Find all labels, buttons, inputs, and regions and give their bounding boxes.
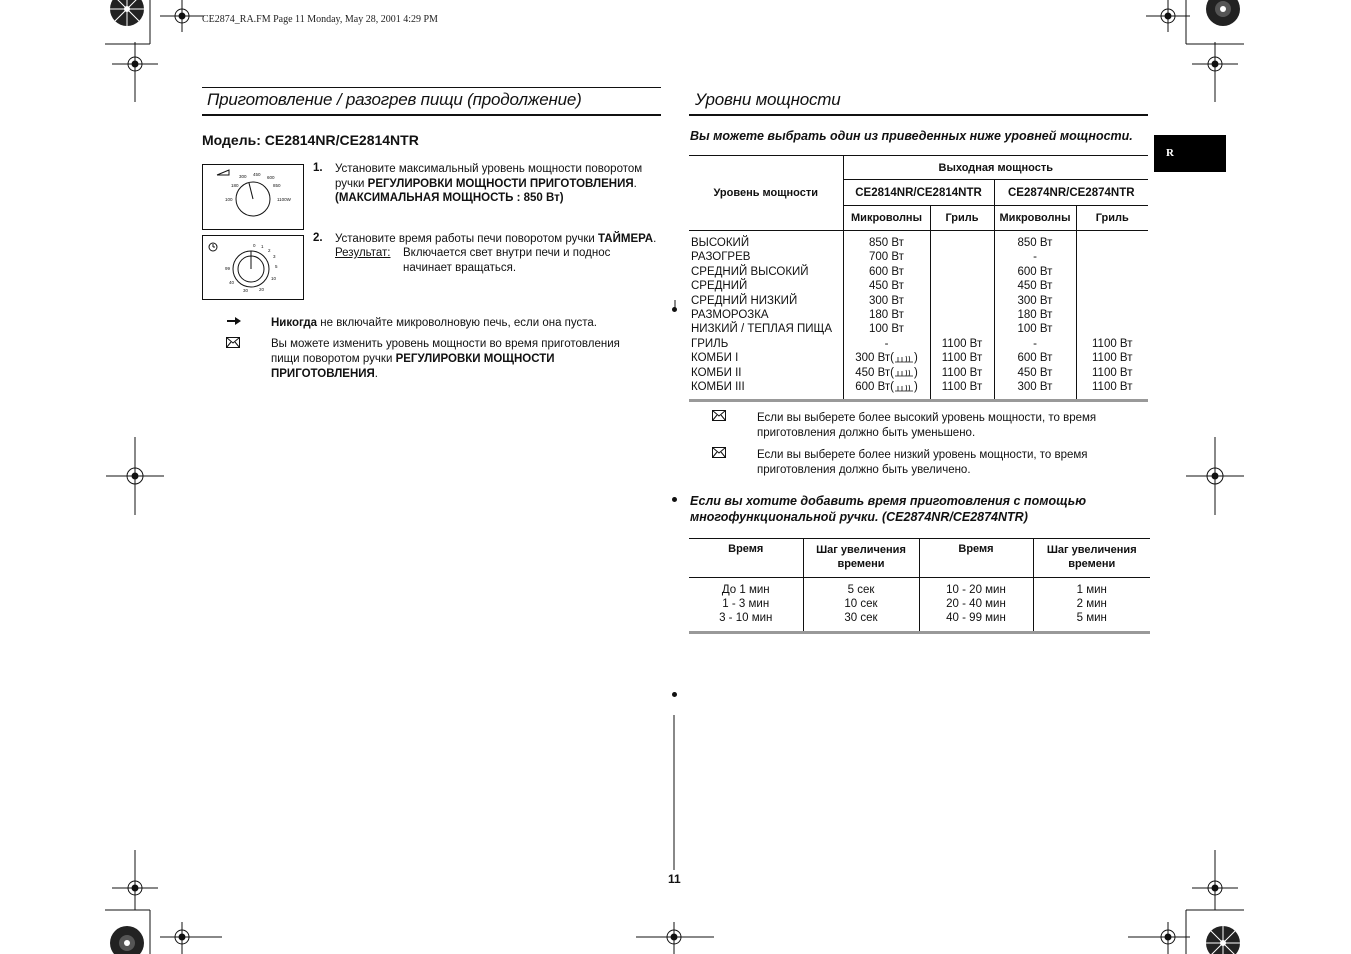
sub-mw-header: Микроволны: [994, 206, 1076, 231]
lower-power-note: [757, 448, 1088, 478]
time-range-cell: [689, 583, 803, 597]
model-a-grill-cell-value: [960, 280, 963, 292]
step1-bold-part: РЕГУЛИРОВКИ МОЩНОСТИ ПРИГОТОВЛЕНИЯ: [367, 177, 634, 190]
step1-text-part: ручки: [335, 177, 368, 190]
model-b-mw-cell-value: 600 Вт: [1017, 265, 1053, 278]
power-level-cell-value: СРЕДНИЙ ВЫСОКИЙ: [691, 265, 809, 278]
add-time-caption: [690, 494, 1086, 525]
envelope-note-icon: [712, 447, 726, 458]
model-b-header: CE2874NR/CE2874NTR: [994, 180, 1148, 206]
step1-line: [335, 177, 665, 192]
model-b-grill-column: [1076, 231, 1148, 401]
model-b-mw-cell-value: 450 Вт: [1017, 366, 1053, 379]
model-a-grill-cell: [931, 366, 994, 380]
col-level-header: Уровень мощности: [689, 156, 843, 231]
sub-grill-header: Гриль: [930, 206, 994, 231]
model-a-mw-cell: [844, 294, 930, 308]
model-b-grill-cell-value: 1100 Вт: [1092, 337, 1133, 350]
model-a-header: CE2814NR/CE2814NTR: [843, 180, 994, 206]
time-range-cell-value: 10 - 20 мин: [946, 584, 1006, 596]
note-line: приготовления должно быть уменьшено.: [757, 427, 976, 439]
model-a-grill-cell: [931, 265, 994, 279]
note-line: [271, 367, 661, 382]
model-a-mw-cell: [844, 337, 930, 351]
time-step-cell-value: 2 мин: [1076, 598, 1107, 610]
model-a-mw-cell-value: -: [884, 337, 889, 350]
dial2-label: 40: [229, 280, 235, 285]
power-level-cell-value: СРЕДНИЙ: [691, 280, 748, 293]
model-b-grill-cell: [1077, 265, 1149, 279]
model-b-grill-cell: [1077, 308, 1149, 322]
note-line: Если вы выберете более низкий уровень мощности, то время: [757, 449, 1088, 461]
starburst-mark-icon: [108, 0, 146, 26]
time-step-cell: [1034, 611, 1151, 625]
column-bullet: [672, 307, 677, 312]
step-header-line: Шаг увеличения: [816, 544, 906, 556]
registration-mark-icon: [1192, 42, 1238, 102]
model-b-mw-cell: [995, 337, 1076, 351]
higher-power-note: [757, 411, 1096, 441]
model-b-grill-cell-value: [1111, 251, 1114, 263]
dial1-label: 600: [267, 175, 275, 180]
note-text-part: пищи поворотом ручки: [271, 353, 396, 365]
model-a-mw-cell: [844, 265, 930, 279]
model-a-mw-cell-value: 300 Вт(: [855, 352, 894, 365]
power-level-cell: [691, 351, 843, 365]
step1-bold-part: (МАКСИМАЛЬНАЯ МОЩНОСТЬ : 850 Вт): [335, 192, 564, 204]
power-level-cell: [691, 236, 843, 250]
registration-mark-icon: [636, 922, 714, 954]
dial2-label: 30: [243, 288, 249, 293]
dial2-label: 20: [259, 287, 265, 292]
registration-mark-icon: [160, 0, 204, 32]
dial1-label: 850: [273, 183, 281, 188]
model-b-grill-cell: [1077, 294, 1149, 308]
registration-mark-icon: [1186, 437, 1244, 515]
dial1-label: 300: [239, 174, 247, 179]
model-b-grill-cell-value: [1111, 295, 1114, 307]
dial1-label: 1100W: [277, 197, 291, 202]
result-label: Результат:: [335, 247, 391, 259]
language-tab-label: R: [1166, 147, 1174, 159]
model-a-mw-cell-value: 600 Вт: [869, 265, 904, 278]
model-a-mw-cell-value: 850 Вт: [869, 237, 904, 249]
time-step-cell-value: 10 сек: [844, 598, 878, 610]
right-section-title: Уровни мощности: [695, 90, 841, 109]
time-step-cell-value: 5 сек: [847, 584, 875, 596]
step-header-line: времени: [1068, 558, 1116, 570]
power-levels-caption: Вы можете выбрать один из приведенных ниже уровней мощности.: [690, 129, 1133, 143]
step1-line: [335, 191, 665, 206]
step-header-line: времени: [837, 558, 885, 570]
model-b-mw-cell-value: 450 Вт: [1017, 280, 1053, 293]
model-a-grill-cell-value: [960, 237, 963, 249]
time-range-cell-value: 1 - 3 мин: [722, 598, 770, 610]
column-bullet: [672, 692, 677, 697]
dial1-label: 100: [225, 197, 233, 202]
model-a-grill-cell-value: 1100 Вт: [941, 352, 983, 365]
power-level-cell: [691, 322, 843, 336]
model-a-mw-cell-value: 100 Вт: [869, 323, 904, 336]
power-level-cell: [691, 294, 843, 308]
power-level-cell-value: РАЗМОРОЗКА: [691, 309, 769, 322]
time-step-cell-value: 1 мин: [1076, 584, 1107, 596]
power-dial-illustration: [202, 164, 304, 230]
pointing-hand-icon: [226, 315, 242, 327]
left-title-bottom-rule: [202, 114, 661, 116]
model-b-grill-cell-value: [1111, 309, 1114, 321]
time-header: [689, 539, 803, 578]
combi-mode-icon: [894, 368, 914, 377]
model-a-grill-cell: [931, 351, 994, 365]
model-a-grill-cell: [931, 380, 994, 394]
model-a-mw-column: [843, 231, 930, 401]
model-a-mw-cell-value: 450 Вт(: [855, 366, 894, 379]
power-level-cell: [691, 380, 843, 394]
starburst-mark-icon: [108, 926, 146, 954]
time-increment-table: [689, 538, 1150, 634]
time-range-cell: [689, 611, 803, 625]
model-b-grill-cell-value: [1111, 266, 1114, 278]
column-bullet: [672, 497, 677, 502]
caption-line: многофункциональной ручки. (CE2874NR/CE2874NTR): [690, 509, 1028, 524]
registration-mark-icon: [160, 922, 222, 954]
time-range-cell-value: 20 - 40 мин: [946, 598, 1006, 610]
step1-text-part: .: [633, 177, 637, 190]
model-a-mw-cell: [844, 236, 930, 250]
model-a-grill-cell: [931, 308, 994, 322]
time-step-cell: [804, 583, 919, 597]
power-level-cell-value: ВЫСОКИЙ: [691, 237, 750, 249]
model-b-grill-cell: [1077, 250, 1149, 264]
timer-dial-illustration: [202, 235, 304, 300]
model-a-mw-cell: [844, 308, 930, 322]
step-header: [1033, 539, 1150, 578]
envelope-note-icon: [226, 337, 240, 348]
model-a-grill-cell-value: [960, 323, 963, 335]
model-title: Модель: CE2814NR/CE2814NTR: [202, 132, 419, 148]
power-level-cell-value: КОМБИ II: [691, 366, 742, 379]
combi-mode-icon: [894, 383, 914, 392]
sub-grill-header: Гриль: [1076, 206, 1148, 231]
never-empty-note: [271, 316, 597, 331]
model-a-grill-cell: [931, 236, 994, 250]
note-line: Если вы выберете более высокий уровень мощности, то время: [757, 412, 1097, 424]
time-range-column: [689, 578, 803, 633]
model-b-mw-cell-value: -: [1033, 337, 1037, 350]
model-b-grill-cell: [1077, 337, 1149, 351]
envelope-note-icon: [712, 410, 726, 421]
file-info-line: CE2874_RA.FM Page 11 Monday, May 28, 2001 4:29 PM: [202, 14, 438, 25]
model-a-grill-cell-value: [960, 295, 963, 307]
time-range-cell: [920, 597, 1033, 611]
model-b-mw-cell-value: 600 Вт: [1017, 352, 1053, 365]
model-b-mw-cell-value: 180 Вт: [1017, 309, 1053, 322]
note-text-part: не включайте микроволновую печь, если она пуста.: [317, 317, 598, 329]
registration-mark-icon: [106, 437, 164, 515]
time-step-column: [803, 578, 919, 633]
model-b-grill-cell-value: 1100 Вт: [1092, 352, 1133, 365]
language-tab: [1154, 135, 1226, 172]
page-number: 11: [668, 872, 681, 886]
power-levels-table: [689, 155, 1148, 402]
levels-column: [689, 231, 843, 401]
power-level-cell-value: ГРИЛЬ: [691, 337, 729, 350]
model-b-mw-cell: [995, 308, 1076, 322]
model-b-mw-cell: [995, 322, 1076, 336]
model-a-grill-cell: [931, 279, 994, 293]
model-b-grill-cell: [1077, 351, 1149, 365]
power-level-cell: [691, 308, 843, 322]
model-b-mw-cell-value: 300 Вт: [1017, 381, 1053, 394]
power-level-cell: [691, 279, 843, 293]
model-a-grill-cell-value: [960, 309, 963, 321]
combi-paren: ): [913, 352, 918, 365]
step1-text: [335, 162, 665, 206]
combi-paren: ): [913, 366, 918, 379]
left-title-top-rule: [202, 87, 661, 88]
dial2-label: 3: [273, 254, 276, 259]
model-b-mw-cell: [995, 279, 1076, 293]
time-range-cell-value: 40 - 99 мин: [946, 612, 1006, 624]
model-a-grill-cell-value: 1100 Вт: [941, 337, 983, 350]
step2-line: [335, 232, 665, 247]
caption-line: Если вы хотите добавить время приготовления с помощью: [690, 494, 1087, 508]
model-b-mw-cell: [995, 236, 1076, 250]
note-line: приготовления должно быть увеличено.: [757, 464, 971, 476]
step2-bold-part: ТАЙМЕРА: [598, 233, 654, 245]
time-step-cell-value: 5 мин: [1076, 612, 1107, 624]
note-line: [271, 352, 661, 367]
starburst-mark-icon: [1204, 0, 1242, 26]
registration-mark-icon: [1192, 850, 1238, 910]
registration-mark-icon: [112, 850, 158, 910]
note-line: Вы можете изменить уровень мощности во время приготовления: [271, 338, 620, 350]
result-line: Включается свет внутри печи и поднос: [403, 247, 611, 259]
dial2-label: 5: [275, 264, 278, 269]
model-b-mw-cell: [995, 380, 1076, 394]
registration-mark-icon: [1128, 922, 1190, 954]
model-a-grill-cell: [931, 294, 994, 308]
model-b-grill-cell: [1077, 322, 1149, 336]
step-header: [803, 539, 919, 578]
result-text: [403, 246, 610, 275]
dial1-label: 450: [253, 172, 261, 177]
model-b-grill-cell: [1077, 236, 1149, 250]
time-step-cell-value: 30 сек: [844, 612, 878, 624]
model-b-grill-cell: [1077, 279, 1149, 293]
power-level-cell-value: КОМБИ I: [691, 352, 739, 365]
registration-mark-icon: [1146, 0, 1190, 32]
note-bold-part: РЕГУЛИРОВКИ МОЩНОСТИ: [395, 353, 555, 365]
step-header-line: Шаг увеличения: [1046, 544, 1137, 556]
starburst-mark-icon: [1204, 926, 1242, 954]
power-level-cell: [691, 250, 843, 264]
model-b-grill-cell-value: [1111, 237, 1114, 249]
change-power-note: [271, 337, 661, 382]
model-b-mw-column: [994, 231, 1076, 401]
time-step-cell: [804, 597, 919, 611]
power-level-cell: [691, 265, 843, 279]
model-b-mw-cell-value: 300 Вт: [1017, 294, 1053, 307]
time-range-cell: [920, 611, 1033, 625]
model-a-mw-cell: [844, 322, 930, 336]
time-header: [919, 539, 1033, 578]
step2-text-part: .: [653, 233, 657, 245]
note-bold-part: ПРИГОТОВЛЕНИЯ: [271, 368, 375, 380]
dial2-label: 99: [225, 266, 231, 271]
model-b-grill-cell: [1077, 380, 1149, 394]
dial2-label: 0: [253, 243, 256, 248]
model-a-mw-cell-value: 600 Вт(: [855, 381, 894, 394]
step2-text: [335, 232, 665, 247]
model-a-grill-column: [930, 231, 994, 401]
note-text-part: .: [374, 368, 378, 380]
step2-number: 2.: [313, 232, 323, 244]
power-level-cell-value: СРЕДНИЙ НИЗКИЙ: [691, 294, 798, 307]
dial1-label: 180: [231, 183, 239, 188]
time-step-cell: [1034, 583, 1151, 597]
model-b-grill-cell-value: 1100 Вт: [1092, 366, 1133, 379]
model-a-grill-cell: [931, 250, 994, 264]
model-b-mw-cell: [995, 351, 1076, 365]
registration-mark-icon: [112, 42, 158, 102]
power-level-cell-value: НИЗКИЙ / ТЕПЛАЯ ПИЩА: [691, 323, 832, 336]
combi-mode-icon: [894, 354, 914, 363]
time-step-cell: [1034, 597, 1151, 611]
timer-knob-icon: [203, 236, 303, 299]
sub-mw-header: Микроволны: [843, 206, 930, 231]
note-bold-part: Никогда: [271, 317, 318, 329]
model-a-mw-cell-value: 700 Вт: [869, 251, 904, 264]
left-section-title: Приготовление / разогрев пищи (продолжение): [207, 90, 582, 109]
model-a-grill-cell-value: 1100 Вт: [941, 381, 983, 394]
model-b-grill-cell: [1077, 366, 1149, 380]
dial2-label: 1: [261, 244, 264, 249]
model-b-mw-cell: [995, 250, 1076, 264]
power-level-cell-value: КОМБИ III: [691, 381, 745, 394]
model-b-mw-cell: [995, 265, 1076, 279]
step2-text-part: Установите время работы печи поворотом ручки: [335, 233, 598, 245]
model-a-mw-cell-value: 450 Вт: [869, 280, 904, 293]
model-a-mw-cell-value: 300 Вт: [869, 294, 904, 307]
step1-line: Установите максимальный уровень мощности поворотом: [335, 163, 643, 175]
time-header-label: Время: [728, 543, 764, 555]
model-a-mw-cell-value: 180 Вт: [869, 309, 904, 322]
model-b-grill-cell-value: [1111, 280, 1114, 292]
dial2-label: 10: [271, 276, 277, 281]
model-a-mw-cell: [844, 250, 930, 264]
model-b-mw-cell: [995, 366, 1076, 380]
time-range-cell-value: 3 - 10 мин: [719, 612, 773, 624]
model-a-mw-cell: [844, 380, 930, 394]
time-header-label: Время: [958, 543, 994, 555]
result-line: начинает вращаться.: [403, 261, 517, 274]
model-b-mw-cell-value: 850 Вт: [1017, 237, 1053, 249]
model-a-grill-cell: [931, 322, 994, 336]
model-b-mw-cell-value: -: [1033, 251, 1037, 264]
power-level-cell: [691, 337, 843, 351]
model-a-grill-cell-value: [960, 251, 963, 263]
step1-number: 1.: [313, 162, 323, 174]
model-b-mw-cell-value: 100 Вт: [1017, 323, 1053, 336]
power-level-cell: [691, 366, 843, 380]
time-range-cell-value: До 1 мин: [721, 584, 770, 596]
col-output-header: Выходная мощность: [843, 156, 1148, 180]
model-a-grill-cell-value: [960, 266, 963, 278]
power-knob-icon: [203, 165, 303, 229]
time-range-column: [919, 578, 1033, 633]
model-a-mw-cell: [844, 279, 930, 293]
model-a-mw-cell: [844, 366, 930, 380]
time-range-cell: [689, 597, 803, 611]
right-title-bottom-rule: [689, 114, 1148, 116]
model-a-grill-cell: [931, 337, 994, 351]
model-a-grill-cell-value: 1100 Вт: [941, 366, 983, 379]
time-step-column: [1033, 578, 1150, 633]
model-b-grill-cell-value: 1100 Вт: [1092, 381, 1133, 394]
time-step-cell: [804, 611, 919, 625]
combi-paren: ): [913, 381, 918, 394]
model-b-mw-cell: [995, 294, 1076, 308]
model-a-mw-cell: [844, 351, 930, 365]
dial2-label: 2: [268, 248, 271, 253]
time-range-cell: [920, 583, 1033, 597]
model-b-grill-cell-value: [1111, 323, 1114, 335]
power-level-cell-value: РАЗОГРЕВ: [691, 251, 751, 264]
